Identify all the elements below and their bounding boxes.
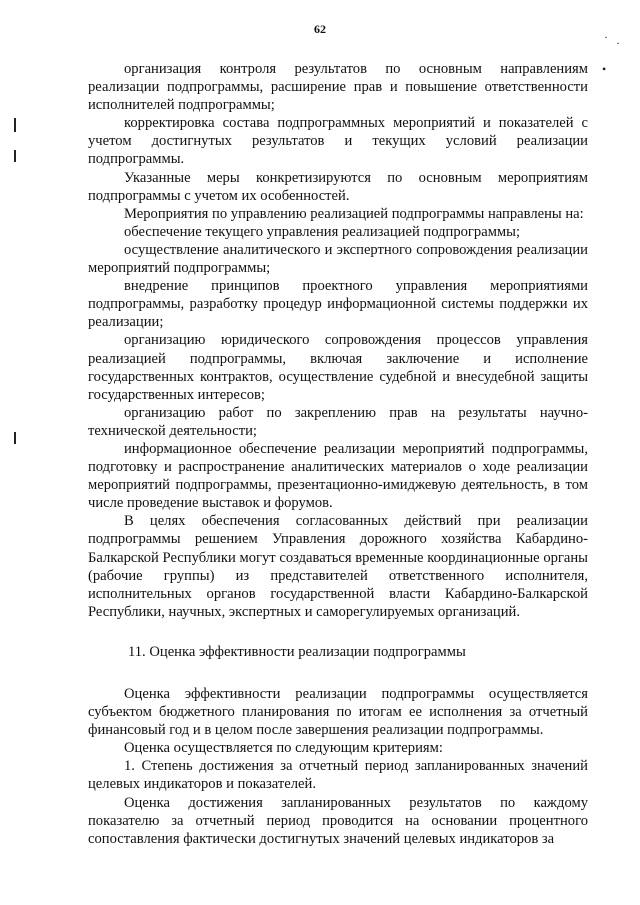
body-paragraph: организацию юридического сопровождения процессов управления реализацией подпрограммы, включая заключение и исполнение государственных контрактов, осуществление судебной и внесудебной защиты государственных интересов; [88,332,588,403]
body-paragraph: Мероприятия по управлению реализацией подпрограммы направлены на: [124,205,584,222]
page-number: 62 [314,22,326,36]
section-paragraph: 1. Степень достижения за отчетный период запланированных значений целевых индикаторов и показателей. [88,758,588,793]
section-paragraph: Оценка достижения запланированных результатов по каждому показателю за отчетный период проводится на основании процентного сопоставления фактически достигнутых значений целевых индикаторов за [88,794,588,847]
scan-speck-icon: • [602,62,607,76]
body-paragraph: организация контроля результатов по основным направлениям реализации подпрограммы, расширение прав и повышение ответственности исполнителей подпрограммы; [88,61,588,114]
scan-margin-mark [14,432,16,444]
section-heading: 11. Оценка эффективности реализации подпрограммы [128,643,466,660]
scan-speck-icon: · [604,30,608,44]
section-paragraph: Оценка осуществляется по следующим критериям: [124,740,443,757]
section-paragraph: Оценка эффективности реализации подпрограммы осуществляется субъектом бюджетного планирования по итогам ее исполнения за отчетный финансовый год и в целом после завершения реализации подпрограммы. [88,686,588,739]
body-paragraph: организацию работ по закреплению прав на результаты научно-технической деятельности; [88,404,588,439]
scan-margin-mark [14,118,16,132]
body-paragraph: В целях обеспечения согласованных действий при реализации подпрограммы решением Управления дорожного хозяйства Кабардино-Балкарской Республики могут создаваться временные координационные органы (рабочие группы) из представителей ответственного исполнителя, исполнительных органов государственной власти Кабардино-Балкарской Республики, научных, экспертных и саморегулируемых организаций. [88,513,588,620]
document-body [88,60,588,848]
body-paragraph: информационное обеспечение реализации мероприятий подпрограммы, подготовку и распространение аналитических материалов о ходе реализации мероприятий подпрограммы, презентационно-имиджевую деятельность, в том числе проведение выставок и форумов. [88,440,588,512]
scan-speck-icon: · [616,36,620,50]
body-paragraph: Указанные меры конкретизируются по основным мероприятиям подпрограммы с учетом их особенностей. [88,169,588,204]
body-paragraph: осуществление аналитического и экспертного сопровождения реализации мероприятий подпрограммы; [88,241,588,277]
body-paragraph: корректировка состава подпрограммных мероприятий и показателей с учетом достигнутых результатов и текущих условий реализации подпрограммы. [88,115,588,168]
body-paragraph: обеспечение текущего управления реализацией подпрограммы; [124,223,521,240]
body-paragraph: внедрение принципов проектного управления мероприятиями подпрограммы, разработку процедур информационной системы поддержки их реализации; [88,278,588,331]
scan-margin-mark [14,150,16,162]
